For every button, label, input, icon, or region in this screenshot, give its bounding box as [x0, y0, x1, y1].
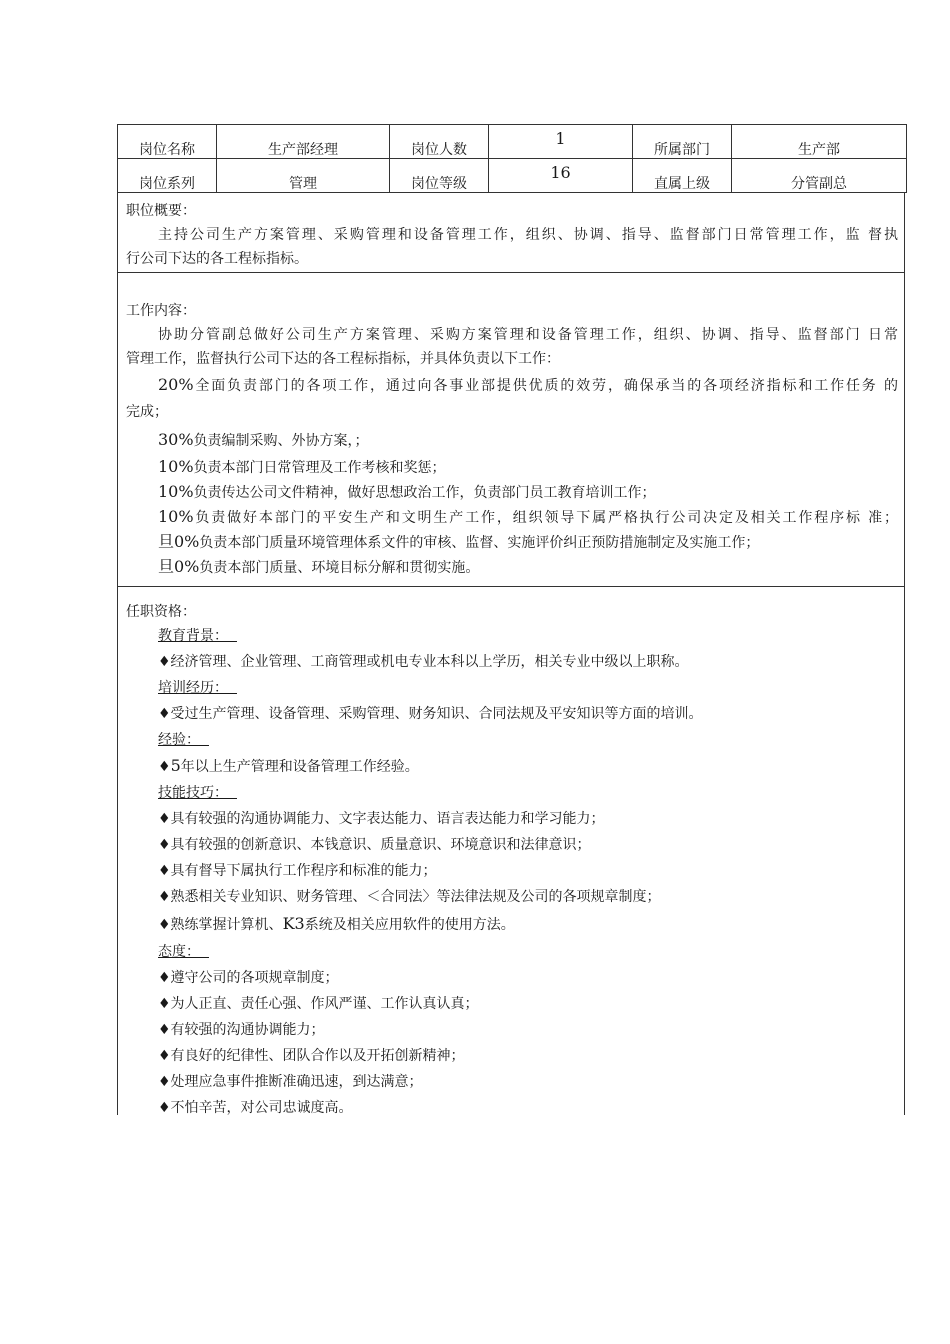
skill-text-pre: ♦熟练掌握计算机、 [158, 917, 283, 933]
skill-item: ♦熟悉相关专业知识、财务管理、＜合同法〉等法律法规及公司的各项规章制度； [158, 889, 661, 905]
work-item-2 [126, 426, 898, 455]
work-item-percent: 30% [158, 430, 194, 449]
work-item-percent: 10% [158, 482, 194, 501]
work-item-7 [126, 555, 898, 580]
value-department: 生产部 [732, 125, 907, 159]
attitude-item: ♦遵守公司的各项规章制度； [158, 970, 339, 986]
attitude-item: ♦不怕辛苦，对公司忠诚度高。 [158, 1100, 353, 1116]
work-item-text: 全面负责部门的各项工作，通过向各事业部提供优质的效劳，确保承当的各项经济指标和工作任务 的 [193, 378, 898, 394]
work-item-4 [126, 480, 898, 505]
label-supervisor: 直属上级 [633, 159, 732, 193]
work-item-text: 负责编制采购、外协方案，； [193, 433, 369, 449]
label-position-name: 岗位名称 [118, 125, 217, 159]
training-text: ♦受过生产管理、设备管理、采购管理、财务知识、合同法规及平安知识等方面的培训。 [158, 706, 703, 722]
qual-title: 任职资格： [126, 604, 196, 620]
value-headcount: 1 [489, 125, 633, 159]
experience-heading: 经验： [158, 732, 200, 748]
work-item-percent: 10% [158, 507, 194, 526]
work-title: 工作内容： [126, 303, 196, 319]
job-description-page [117, 124, 905, 1115]
work-item-percent: 10% [158, 457, 194, 476]
work-item-6 [126, 530, 898, 555]
education-text: ♦经济管理、企业管理、工商管理或机电专业本科以上学历，相关专业中级以上职称。 [158, 654, 689, 670]
work-item-percent: 20% [158, 375, 194, 394]
experience-text [126, 753, 898, 780]
skill-text-post: 系统及相关应用软件的使用方法。 [304, 917, 515, 933]
attitude-item: ♦为人正直、责任心强、作风严谨、工作认真认真； [158, 996, 479, 1012]
work-intro-2: 管理工作，监督执行公司下达的各工程标指标，并具体负责以下工作： [126, 351, 560, 367]
work-item-text: 负责本部门质量环境管理体系文件的审核、监督、实施评价纠正预防措施制定及实施工作； [199, 535, 760, 551]
work-item-percent: 旦0% [158, 532, 200, 551]
attitude-item: ♦有良好的纪律性、团队合作以及开拓创新精神； [158, 1048, 465, 1064]
value-supervisor: 分管副总 [732, 159, 907, 193]
attitude-heading: 态度： [158, 944, 200, 960]
work-item-1-cont: 完成； [126, 404, 168, 420]
overview-title: 职位概要： [126, 203, 196, 219]
skill-item [126, 910, 898, 939]
overview-text-1: 主持公司生产方案管理、采购管理和设备管理工作，组织、协调、指导、监督部门日常管理工作，监 督执 [158, 227, 898, 243]
value-position-series: 管理 [217, 159, 390, 193]
overview-section [118, 193, 904, 273]
work-item-text: 负责本部门质量、环境目标分解和贯彻实施。 [199, 560, 480, 576]
experience-desc: 年以上生产管理和设备管理工作经验。 [180, 759, 419, 775]
skill-item: ♦具有较强的沟通协调能力、文字表达能力、语言表达能力和学习能力； [158, 811, 605, 827]
header-row-1 [118, 125, 907, 159]
work-item-3 [126, 455, 898, 480]
overview-text-2: 行公司下达的各工程标指标。 [126, 251, 308, 267]
qualification-section [118, 587, 904, 1115]
label-position-grade: 岗位等级 [390, 159, 489, 193]
work-item-1 [126, 371, 898, 400]
position-header-table [117, 124, 907, 193]
label-department: 所属部门 [633, 125, 732, 159]
training-heading: 培训经历： [158, 680, 228, 696]
attitude-item: ♦有较强的沟通协调能力； [158, 1022, 325, 1038]
label-position-series: 岗位系列 [118, 159, 217, 193]
work-item-text: 负责本部门日常管理及工作考核和奖惩； [193, 460, 446, 476]
work-item-text: 负责传达公司文件精神，做好思想政治工作，负责部门员工教育培训工作； [193, 485, 656, 501]
skill-item: ♦具有较强的创新意识、本钱意识、质量意识、环境意识和法律意识； [158, 837, 591, 853]
bullet-icon: ♦ [158, 759, 171, 775]
attitude-item: ♦处理应急事件推断准确迅速，到达满意； [158, 1074, 423, 1090]
work-item-percent: 旦0% [158, 557, 200, 576]
value-position-name: 生产部经理 [217, 125, 390, 159]
description-body [117, 193, 905, 1115]
work-intro-1: 协助分管副总做好公司生产方案管理、采购方案管理和设备管理工作，组织、协调、指导、监督部门 日常 [158, 327, 898, 343]
label-headcount: 岗位人数 [390, 125, 489, 159]
education-heading: 教育背景： [158, 628, 228, 644]
skills-heading: 技能技巧： [158, 785, 228, 801]
work-item-text: 负责做好本部门的平安生产和文明生产工作，组织领导下属严格执行公司决定及相关工作程序标 准； [193, 510, 898, 526]
skill-item: ♦具有督导下属执行工作程序和标准的能力； [158, 863, 437, 879]
value-position-grade: 16 [489, 159, 633, 193]
skill-k3: K3 [282, 914, 305, 933]
header-row-2 [118, 159, 907, 193]
work-item-5 [126, 505, 898, 530]
experience-years: 5 [170, 756, 181, 775]
work-content-section [118, 273, 904, 587]
